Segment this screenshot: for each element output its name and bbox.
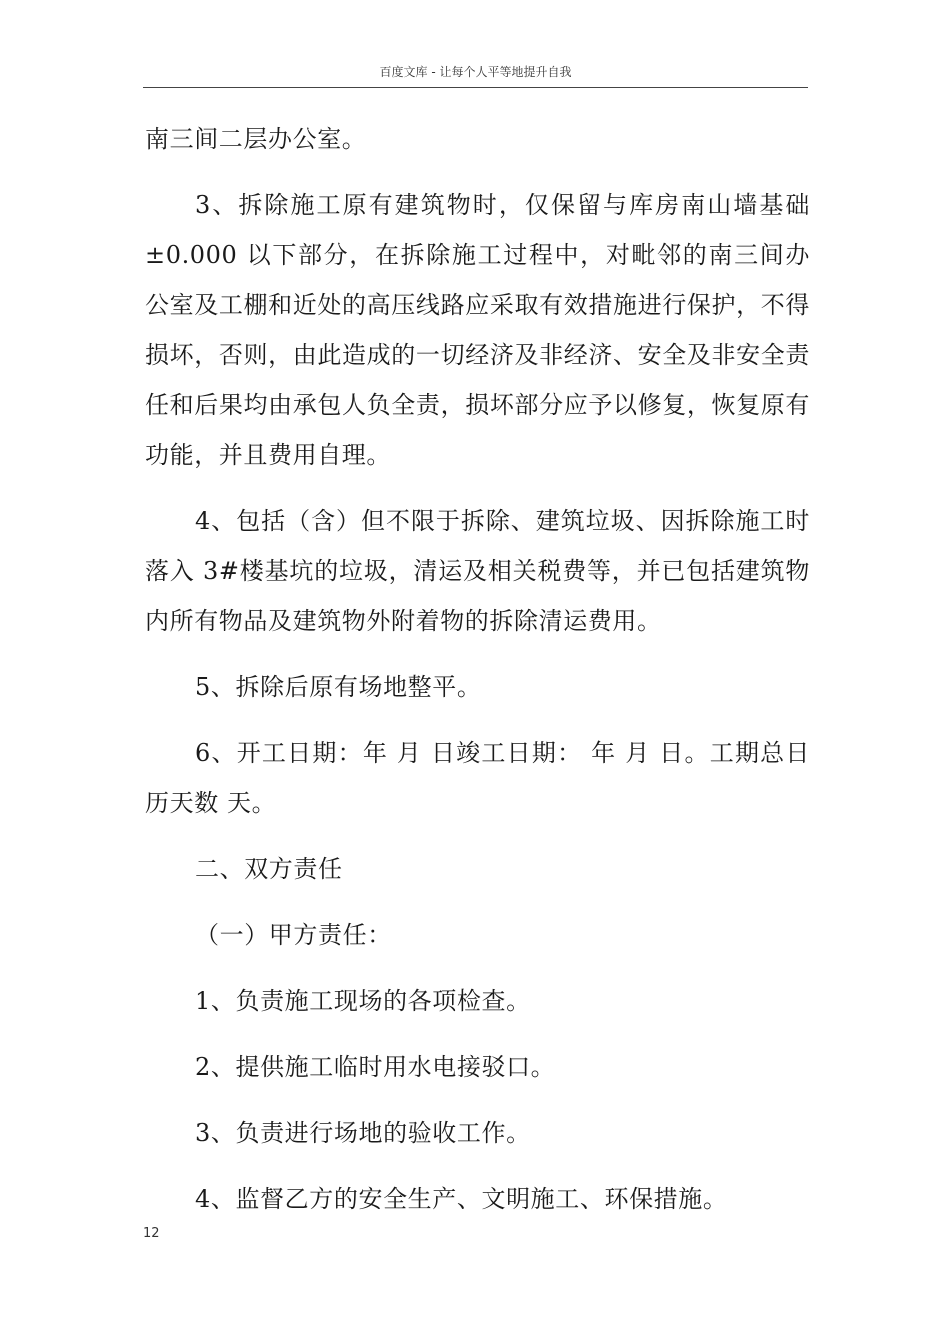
section-heading-responsibilities: 二、双方责任 <box>195 855 343 883</box>
subsection-heading-party-a: （一）甲方责任： <box>195 921 392 949</box>
paragraph-item-3-demolition: 3、拆除施工原有建筑物时，仅保留与库房南山墙基础±0.000 以下部分，在拆除施工过程中，对毗邻的南三间办公室及工棚和近处的高压线路应采取有效措施进行保护，不得损坏，否则，由此造成的一切经济及非经济、安全及非安全责任和后果均由承包人负全责，损坏部分应予以修复，恢复原有功能，并且费用自理。 <box>145 191 810 469</box>
list-item-supervision: 4、监督乙方的安全生产、文明施工、环保措施。 <box>195 1185 728 1213</box>
list-item-inspection: 1、负责施工现场的各项检查。 <box>195 987 531 1015</box>
paragraph-item-5-leveling: 5、拆除后原有场地整平。 <box>195 673 482 701</box>
list-item-utilities: 2、提供施工临时用水电接驳口。 <box>195 1053 556 1081</box>
paragraph-continuation: 南三间二层办公室。 <box>145 125 367 153</box>
list-item-acceptance: 3、负责进行场地的验收工作。 <box>195 1119 531 1147</box>
page-number: 12 <box>143 1226 160 1241</box>
paragraph-item-6-schedule: 6、开工日期：年 月 日竣工日期： 年 月 日。工期总日历天数 天。 <box>145 739 810 817</box>
header-divider <box>143 87 808 88</box>
page-header: 百度文库 - 让每个人平等地提升自我 <box>379 65 572 79</box>
paragraph-item-4-scope: 4、包括（含）但不限于拆除、建筑垃圾、因拆除施工时落入 3#楼基坑的垃圾，清运及相关税费等，并已包括建筑物内所有物品及建筑物外附着物的拆除清运费用。 <box>145 507 810 635</box>
document-body <box>145 114 810 1224</box>
